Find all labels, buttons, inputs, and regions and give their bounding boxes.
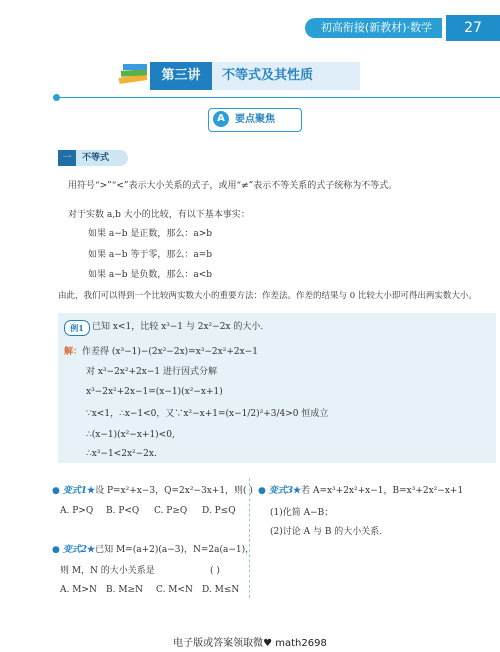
- section-title: 要点聚焦: [235, 114, 275, 125]
- fact-negative: 如果 a−b 是负数，那么：a<b: [88, 270, 213, 280]
- variation-2-option-a: A. M>N: [60, 585, 97, 595]
- example-tag: 例1: [64, 320, 90, 336]
- variation-3-text: 若 A=x³+2x²+x−1，B=x³+2x²−x+1: [301, 486, 464, 496]
- page-number: 27: [446, 15, 500, 41]
- section-letter: A: [213, 111, 229, 127]
- variation-1-option-a: A. P>Q: [60, 506, 94, 516]
- variation-1-option-b: B. P<Q: [106, 506, 140, 516]
- lecture-title: 不等式及其性质: [222, 68, 314, 83]
- divider-line: [56, 97, 500, 98]
- variation-2-question-line2: 则 M，N 的大小关系是: [60, 566, 155, 576]
- definition-text: 用符号“>”“<”表示大小关系的式子，或用“≠”表示不等关系的式子统称为不等式。: [68, 181, 398, 191]
- solution-line-2: 对 x³−2x²+2x−1 进行因式分解: [86, 367, 217, 377]
- lecture-number: 第三讲: [150, 62, 212, 90]
- lecture-banner: [150, 62, 360, 90]
- book-title: 初高衔接(新教材)·数学: [305, 18, 442, 38]
- topic-title: 不等式: [82, 153, 110, 163]
- topic-number: 一: [58, 150, 76, 166]
- variation-1-option-c: C. P≥Q: [154, 506, 188, 516]
- example-question: 已知 x<1，比较 x³−1 与 2x²−2x 的大小.: [92, 322, 264, 332]
- variation-3-question: ● 变式3★若 A=x³+2x²+x−1，B=x³+2x²−x+1: [258, 486, 464, 496]
- fact-zero: 如果 a−b 等于零，那么：a=b: [88, 250, 213, 260]
- variation-2-option-d: D. M≤N: [202, 585, 240, 595]
- solution-line-6: ∴x³−1<2x²−2x.: [86, 449, 157, 459]
- variation-2-option-c: C. M<N: [156, 585, 193, 595]
- variation-3-part-1: (1)化简 A−B；: [270, 508, 334, 518]
- section-badge: [208, 108, 302, 132]
- variation-1-option-d: D. P≤Q: [202, 506, 236, 516]
- variation-3-part-2: (2)讨论 A 与 B 的大小关系.: [270, 527, 383, 537]
- variation-1-question: ● 变式1★设 P=x²+x−3，Q=2x²−3x+1，则( ): [52, 486, 253, 496]
- solution-line-1: [64, 346, 258, 359]
- solution-line-4: ∵x<1，∴x−1<0，又∵x²−x+1=(x−1/2)²+3/4>0 恒成立: [86, 409, 329, 419]
- books-icon: [117, 60, 151, 90]
- variation-2-question: ● 变式2★已知 M=(a+2)(a−3)，N=2a(a−1)，: [52, 545, 255, 555]
- divider-dot: [53, 94, 60, 101]
- fact-positive: 如果 a−b 是正数，那么：a>b: [88, 229, 213, 239]
- footer-text: 电子版或答案领取微♥ math2698: [173, 638, 327, 649]
- variation-2-label: 变式2: [62, 545, 87, 555]
- variation-2-text: 已知 M=(a+2)(a−3)，N=2a(a−1)，: [95, 545, 255, 555]
- variation-3-label: 变式3: [268, 486, 293, 496]
- conclusion-text: 由此，我们可以得到一个比较两实数大小的重要方法：作差法。作差的结果与 0 比较大小即可得出两实数大小。: [58, 291, 477, 301]
- solution-line-3: x³−2x²+2x−1=(x−1)(x²−x+1): [86, 387, 223, 397]
- variation-2-option-b: B. M≥N: [106, 585, 143, 595]
- variation-1-label: 变式1: [62, 486, 87, 496]
- facts-lead: 对于实数 a,b 大小的比较，有以下基本事实：: [68, 210, 250, 220]
- solution-text-1: 作差得 (x³−1)−(2x²−2x)=x³−2x²+2x−1: [82, 347, 258, 357]
- variation-1-text: 设 P=x²+x−3，Q=2x²−3x+1，则( ): [95, 486, 253, 496]
- topic-tab: [58, 150, 128, 166]
- variation-2-blank: ( ): [210, 566, 220, 576]
- solution-label: 解：: [64, 347, 83, 357]
- solution-line-5: ∴(x−1)(x²−x+1)<0,: [86, 430, 175, 440]
